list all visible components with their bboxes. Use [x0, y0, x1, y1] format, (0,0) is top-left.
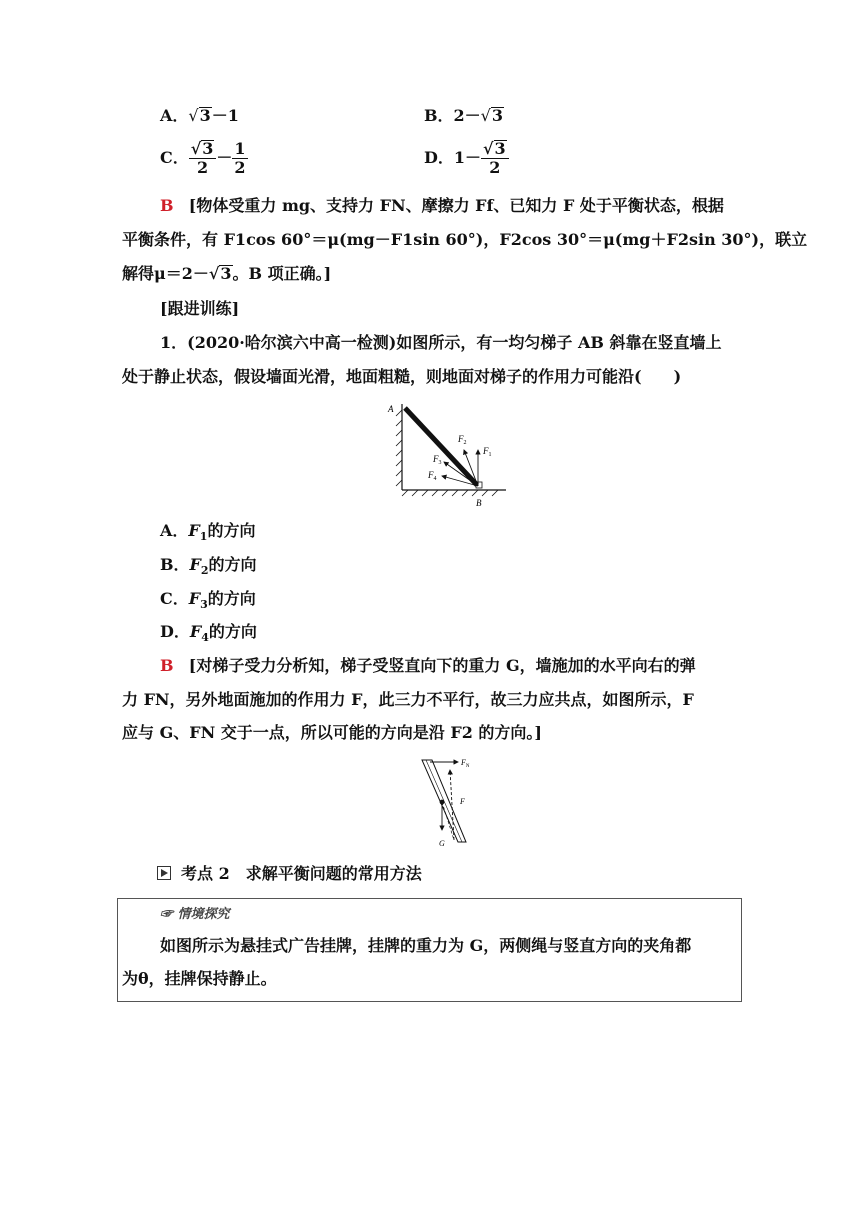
q1-option-c: C．$F_3$的方向 [160, 589, 256, 612]
label-f4: $F_4$ [428, 470, 437, 482]
kaodian-title: 考点 2 求解平衡问题的常用方法 [181, 864, 422, 883]
play-icon [157, 866, 171, 880]
explanation-prev-line3: 解得μ＝2－√3。B 项正确。] [122, 264, 332, 283]
hand-icon: ☞ [160, 907, 174, 922]
q1-stem-line2: 处于静止状态，假设墙面光滑，地面粗糙，则地面对梯子的作用力可能沿( ) [122, 367, 682, 386]
label-b: B [476, 498, 482, 508]
q1-explanation-line2: 力 FN，另外地面施加的作用力 F，此三力不平行，故三力应共点，如图所示，F [122, 690, 694, 709]
option-d: D．1－ $\frac{√3}{2}$ [424, 138, 509, 178]
label-a: A [388, 404, 394, 414]
label-f3: $F_3$ [433, 454, 442, 466]
label-f: F [460, 797, 465, 806]
q1-explanation-line3: 应与 G、FN 交于一点，所以可能的方向是沿 F2 的方向。] [122, 723, 542, 742]
q1-explanation-line1: B [对梯子受力分析知，梯子受竖直向下的重力 G，墙施加的水平向右的弹 [160, 656, 696, 675]
ladder-force-figure [410, 756, 490, 852]
label-g: G [439, 839, 445, 848]
option-a: A．√3－1 [160, 106, 239, 125]
label-fn: $F_N$ [461, 758, 470, 769]
q1-stem-line1: 1．(2020·哈尔滨六中高一检测)如图所示，有一均匀梯子 AB 斜靠在竖直墙上 [160, 333, 722, 352]
q1-option-d: D．$F_4$的方向 [160, 622, 257, 645]
scenario-line2: 为θ，挂牌保持静止。 [122, 969, 277, 988]
label-f2: $F_2$ [458, 434, 467, 446]
scenario-line1: 如图所示为悬挂式广告挂牌，挂牌的重力为 G，两侧绳与竖直方向的夹角都 [160, 936, 692, 955]
q1-option-a: A．$F_1$的方向 [160, 521, 256, 544]
option-c: C． $\frac{√3}{2}$ － $\frac{1}{2}$ [160, 139, 246, 177]
explanation-prev-line1: B [物体受重力 mg、支持力 FN、摩擦力 Ff、已知力 F 处于平衡状态，根据 [160, 196, 724, 215]
q1-option-b: B．$F_2$的方向 [160, 555, 257, 578]
section-followup: [跟进训练] [160, 299, 240, 318]
explanation-prev-line2: 平衡条件，有 F1cos 60°＝μ(mg－F1sin 60°)，F2cos 30°＝μ(mg＋F2sin 30°)，联立 [122, 230, 808, 249]
ladder-figure [380, 396, 510, 508]
label-f1: $F_1$ [483, 446, 492, 458]
option-b: B．2－√3 [424, 106, 504, 125]
scenario-label: ☞ 情境探究 [160, 907, 230, 922]
